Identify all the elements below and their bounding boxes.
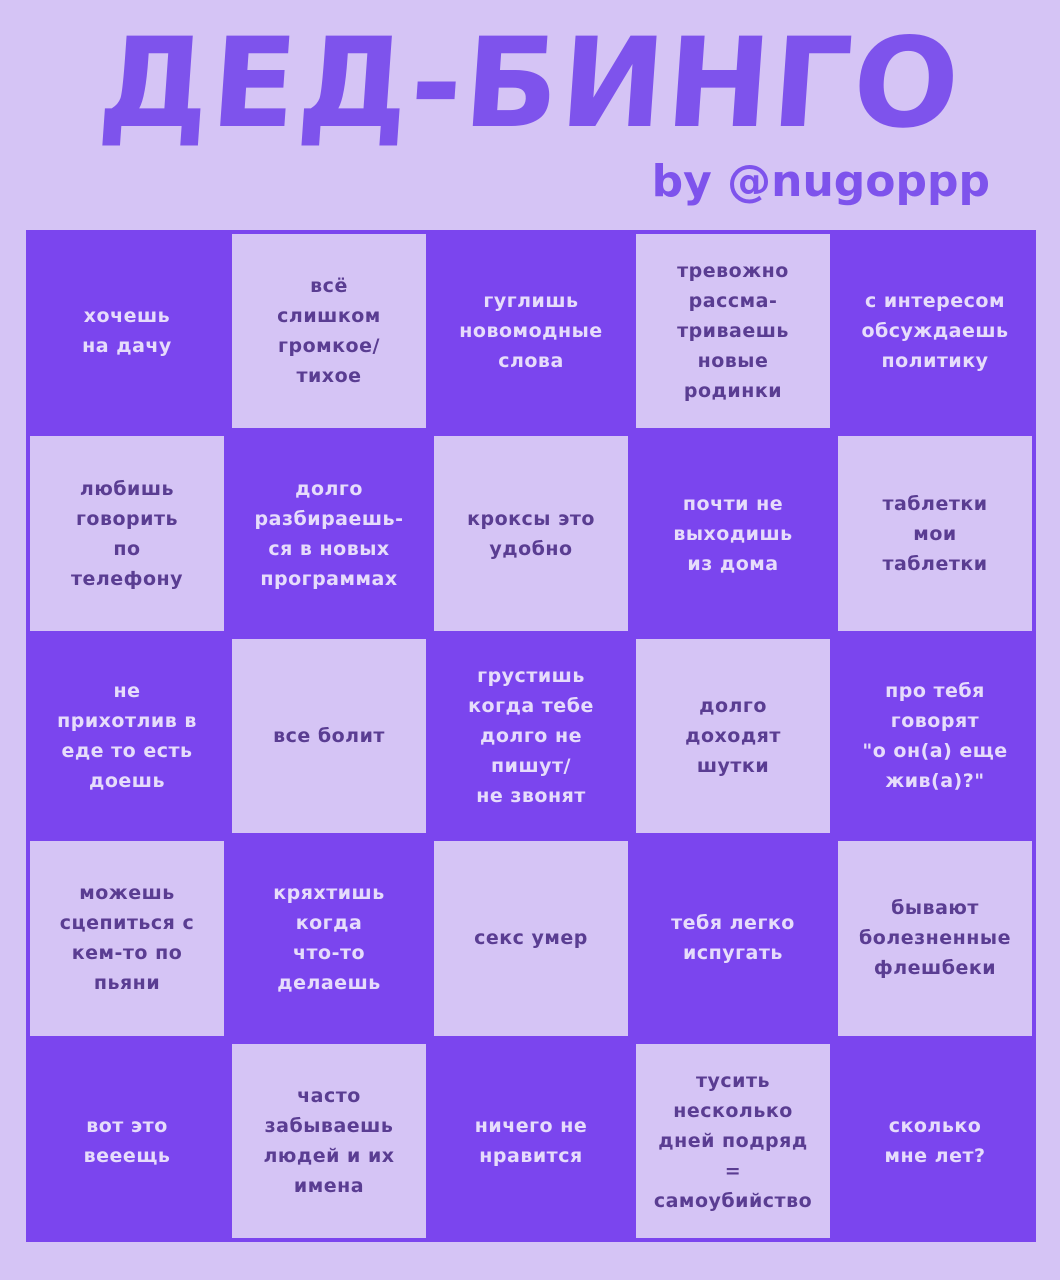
bingo-cell[interactable]	[834, 230, 1036, 432]
bingo-cell[interactable]	[26, 837, 228, 1039]
bingo-cell[interactable]	[834, 1040, 1036, 1242]
bingo-cell[interactable]	[632, 837, 834, 1039]
bingo-cell[interactable]	[228, 837, 430, 1039]
bingo-cell-text: секс умер	[474, 927, 588, 950]
bingo-cell-text: про тебя говорят "о он(а) еще жив(а)?"	[862, 679, 1008, 792]
bingo-cell[interactable]	[228, 230, 430, 432]
bingo-cell[interactable]	[834, 432, 1036, 634]
bingo-cell-text: сколько мне лет?	[884, 1114, 986, 1167]
bingo-cell[interactable]	[834, 837, 1036, 1039]
bingo-cell-text: ничего не нравится	[474, 1114, 588, 1167]
bingo-cell-text: с интересом обсуждаешь политику	[861, 290, 1009, 373]
bingo-cell[interactable]	[632, 230, 834, 432]
bingo-cell-text: хочешь на дачу	[82, 305, 172, 358]
bingo-cell-text: долго доходят шутки	[685, 694, 781, 777]
bingo-cell[interactable]	[26, 635, 228, 837]
bingo-cell[interactable]	[430, 1040, 632, 1242]
bingo-cell[interactable]	[632, 1040, 834, 1242]
bingo-cell-text: вот это вееещь	[83, 1114, 171, 1167]
bingo-cell-text: долго разбираешь- ся в новых программах	[254, 477, 404, 590]
author-credit: by @nugoppp	[651, 156, 990, 207]
bingo-cell-text: кряхтишь когда что-то делаешь	[273, 882, 385, 995]
bingo-cell[interactable]	[430, 432, 632, 634]
bingo-cell[interactable]	[430, 635, 632, 837]
bingo-cell-text: грустишь когда тебе долго не пишут/ не звонят	[468, 664, 594, 807]
bingo-cell[interactable]	[26, 230, 228, 432]
bingo-cell[interactable]	[632, 432, 834, 634]
bingo-cell-text: тебя легко испугать	[671, 912, 795, 965]
bingo-cell[interactable]	[834, 635, 1036, 837]
bingo-cell[interactable]	[632, 635, 834, 837]
bingo-cell-text: всё слишком громкое/ тихое	[277, 275, 381, 388]
bingo-cell[interactable]	[228, 432, 430, 634]
bingo-cell[interactable]	[228, 1040, 430, 1242]
bingo-cell-text: почти не выходишь из дома	[673, 492, 793, 575]
bingo-cell-text: тусить несколько дней подряд = самоубийство	[653, 1069, 813, 1212]
bingo-grid	[26, 230, 1036, 1242]
bingo-cell-text: тревожно рассма- триваешь новые родинки	[677, 260, 789, 403]
bingo-cell-text: часто забываешь людей и их имена	[263, 1084, 395, 1197]
bingo-cell-text: любишь говорить по телефону	[70, 477, 184, 590]
bingo-cell-text: кроксы это удобно	[467, 507, 595, 560]
bingo-cell-text: все болит	[273, 724, 385, 747]
bingo-cell-text: не прихотлив в еде то есть доешь	[57, 679, 197, 792]
bingo-cell-text: можешь сцепиться с кем-то по пьяни	[59, 882, 195, 995]
bingo-cell[interactable]	[228, 635, 430, 837]
bingo-cell[interactable]	[26, 1040, 228, 1242]
bingo-cell[interactable]	[430, 837, 632, 1039]
bingo-cell-text: гуглишь новомодные слова	[459, 290, 603, 373]
bingo-cell-text: бывают болезненные флешбеки	[859, 897, 1011, 980]
bingo-cell[interactable]	[430, 230, 632, 432]
page-title: ДЕД-БИНГО	[94, 12, 966, 156]
bingo-cell-text: таблетки мои таблетки	[882, 492, 988, 575]
bingo-cell[interactable]	[26, 432, 228, 634]
